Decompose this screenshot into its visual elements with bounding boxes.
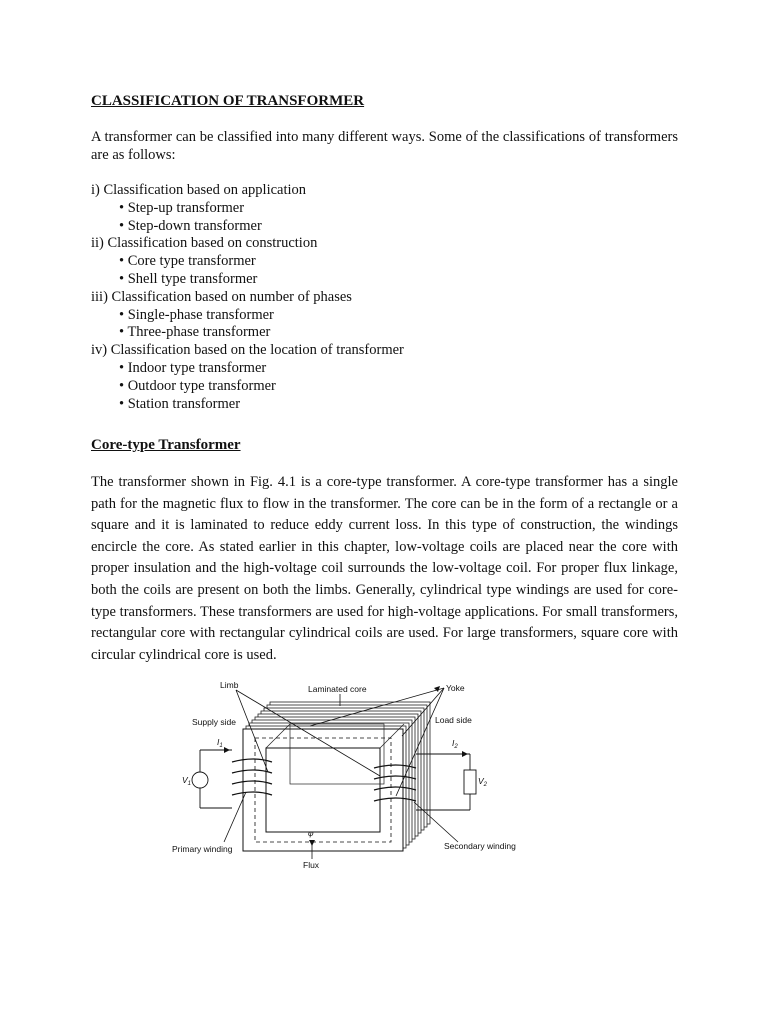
label-flux: Flux bbox=[303, 860, 320, 870]
label-v2: $V_2$ bbox=[478, 776, 488, 788]
classification-group bbox=[91, 235, 678, 288]
section-heading: Core-type Transformer bbox=[91, 437, 241, 453]
classification-group bbox=[91, 342, 678, 413]
supply-circuit bbox=[192, 750, 232, 808]
load-resistor bbox=[464, 770, 476, 794]
classification-heading: iii) Classification based on number of phases bbox=[91, 288, 352, 305]
label-phi: φ bbox=[308, 828, 314, 838]
classification-heading: iv) Classification based on the location of transformer bbox=[91, 342, 404, 359]
classification-item: • Three-phase transformer bbox=[119, 324, 271, 341]
classification-item: • Station transformer bbox=[119, 395, 241, 412]
classification-item: • Outdoor type transformer bbox=[119, 377, 276, 394]
intro-paragraph: A transformer can be classified into many different ways. Some of the classifications of transformers are as follows: bbox=[91, 129, 678, 163]
i1-arrow-icon bbox=[224, 747, 230, 753]
label-limb: Limb bbox=[220, 680, 239, 690]
label-primary-winding: Primary winding bbox=[172, 844, 233, 854]
label-yoke: Yoke bbox=[446, 683, 465, 693]
label-v1: $V_1$ bbox=[182, 775, 192, 787]
label-i1: $I_1$ bbox=[217, 737, 223, 749]
classification-heading: i) Classification based on application bbox=[91, 182, 307, 198]
classification-item: • Core type transformer bbox=[119, 253, 256, 270]
classification-group bbox=[91, 289, 678, 342]
page-title: CLASSIFICATION OF TRANSFORMER bbox=[91, 93, 365, 109]
classification-list bbox=[91, 182, 678, 413]
transformer-diagram bbox=[170, 676, 530, 876]
label-laminated-core: Laminated core bbox=[308, 684, 367, 694]
label-load-side: Load side bbox=[435, 715, 472, 725]
label-supply-side: Supply side bbox=[192, 717, 236, 727]
classification-item: • Step-down transformer bbox=[119, 217, 262, 234]
classification-item: • Single-phase transformer bbox=[119, 306, 274, 323]
classification-item: • Indoor type transformer bbox=[119, 359, 267, 376]
core-type-paragraph: The transformer shown in Fig. 4.1 is a core-type transformer. A core-type transformer has a single path for the magnetic flux to flow in the transformer. The core can be in the form of a rectangle or a square and it is laminated to reduce eddy current loss. In this type of construction, the windings encircle the core. As stated earlier in this chapter, low-voltage coils are placed near the core with proper insulation and the high-voltage coil surrounds the low-voltage coil. For proper flux linkage, both the coils are present on both the limbs. Generally, cylindrical type windings are used for core-type transformers. These transformers are used for high-voltage applications. For small transformers, rectangular core with rectangular cylindrical coils are used. For large transformers, square core with circular cylindrical core is used. bbox=[91, 474, 678, 663]
classification-item: • Step-up transformer bbox=[119, 199, 245, 216]
i2-arrow-icon bbox=[462, 751, 468, 757]
label-i2: $I_2$ bbox=[452, 738, 458, 750]
classification-item: • Shell type transformer bbox=[119, 270, 258, 287]
classification-heading: ii) Classification based on construction bbox=[91, 235, 318, 252]
core-transformer-figure bbox=[170, 676, 530, 876]
classification-group bbox=[91, 182, 678, 235]
core-window bbox=[266, 748, 380, 832]
label-secondary-winding: Secondary winding bbox=[444, 841, 516, 851]
